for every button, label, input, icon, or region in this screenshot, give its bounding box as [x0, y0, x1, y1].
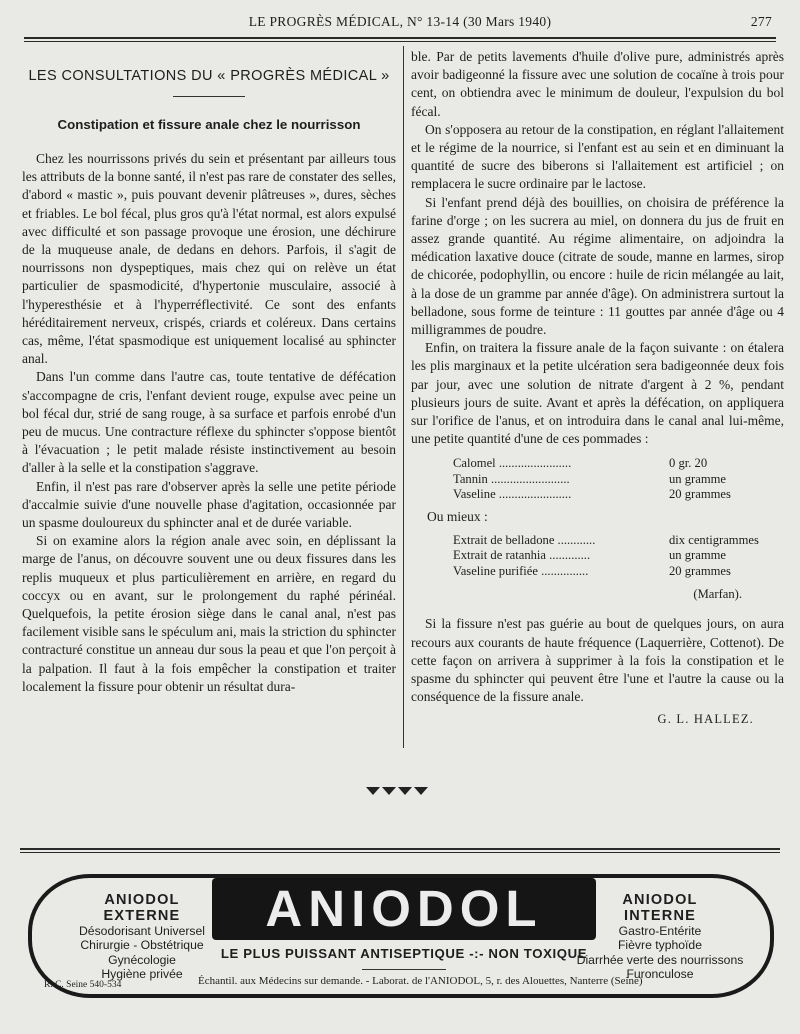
- paragraph: Chez les nourrissons privés du sein et présentant par ailleurs tous les attributs de la bonne santé, il n'est pas rare de constater des selles, d'abord « mastic », puis pouvant devenir plâtreuses », dures, sèches et friables. Le bol fécal, plus gros qu'à l'état normal, est alors expulsé avec difficulté et son passage provoque une érosion, une déchirure de la muqueuse anale, de dedans en dehors. Parfois, il s'agit de nourrissons non dyspeptiques, mais chez qui on relève un état particulier de spasmodicité, d'hypertonie musculaire, associé à l'hyperesthésie et à l'hyperréflectivité. Ce sont des enfants héréditairement nerveux, crispés, criards et coléreux. Dans certains cas, même, l'état spasmodique est uniquement localisé au sphincter anal.: [22, 151, 396, 367]
- article-title: Constipation et fissure anale chez le nourrisson: [57, 117, 361, 132]
- column-divider: [403, 46, 404, 748]
- recipe-table-1: [411, 456, 784, 503]
- recipe-dose: 0 gr. 20: [669, 456, 708, 471]
- header-rule-thin: [24, 41, 776, 42]
- recipe-row: [411, 472, 784, 488]
- advert-footer: Échantil. aux Médecins sur demande. - Laborat. de l'ANIODOL, 5, r. des Alouettes, Nanterre (Seine): [198, 975, 643, 987]
- advert-left-panel: [54, 892, 230, 981]
- recipe-attribution: (Marfan).: [693, 587, 742, 602]
- paragraph: Si l'enfant prend déjà des bouillies, on choisira de préférence la farine d'orge ; on les sucrera au miel, on donnera du jus de fruit en assez grande quantité. Au régime alimentaire, on adjoindra la médication laxative douce (citrate de soude, manne en larmes, sirop de chicorée, podophyllin, ou encore : huile de ricin mélangée au lait, à la dose de un gramme par année d'âge). On administrera surtout la belladone, sous forme de teinture : 11 gouttes par année d'âge ou 4 milligrammes de poudre.: [411, 194, 784, 338]
- advert-registration: R. C. Seine 540-534: [44, 980, 122, 990]
- recipe-dose: 20 grammes: [669, 563, 731, 578]
- recipe-ingredient: Extrait de ratanhia .............: [453, 548, 591, 563]
- aniodol-advertisement: [28, 874, 774, 998]
- recipe-row: [411, 548, 784, 564]
- author-signature: G. L. HALLEZ.: [657, 712, 754, 727]
- triangle-ornament-icon: [414, 787, 428, 795]
- paragraph: Enfin, il n'est pas rare d'observer après la selle une petite période d'accalmie suivie d'une nouvelle phase d'agitation, occasionnée par un spasme douloureux du sphincter anal et de durée variable.: [22, 478, 396, 531]
- advert-right-subheading: INTERNE: [623, 908, 697, 924]
- advert-right-heading: ANIODOL: [622, 892, 698, 908]
- triangle-ornament-icon: [366, 787, 380, 795]
- page-header: [24, 14, 776, 36]
- recipe-ingredient: Tannin .........................: [453, 471, 570, 486]
- recipe-row: [411, 564, 784, 580]
- advert-left-item: Hygiène privée: [101, 966, 183, 981]
- advert-right-panel: [572, 892, 748, 981]
- recipe-ingredient: Calomel .......................: [453, 456, 572, 471]
- section-title: LES CONSULTATIONS DU « PROGRÈS MÉDICAL »: [28, 68, 390, 84]
- ornament-divider: [366, 787, 428, 795]
- advert-left-heading: ANIODOL: [104, 892, 180, 908]
- recipe-ingredient: Vaseline purifiée ...............: [453, 563, 589, 578]
- advert-slogan: LE PLUS PUISSANT ANTISEPTIQUE -:- NON TOXIQUE: [220, 946, 588, 961]
- recipe-ingredient: Extrait de belladone ............: [453, 532, 596, 547]
- advert-left-subheading: EXTERNE: [103, 908, 181, 924]
- advert-left-item: Gynécologie: [108, 952, 176, 967]
- aniodol-logo: ANIODOL: [212, 878, 596, 940]
- advert-right-item: Fièvre typhoïde: [617, 938, 702, 953]
- paragraph: Si la fissure n'est pas guérie au bout de quelques jours, on aura recours aux courants de haute fréquence (Laquerrière, Cottenot). De cette façon on arrivera à supprimer à la fois la constipation et le spasme du sphincter qui peuvent être l'une et l'autre la cause ou la conséquence de la fissure anale.: [411, 616, 784, 705]
- recipe-row: [411, 456, 784, 472]
- advert-left-item: Désodorisant Universel: [79, 924, 205, 938]
- section-divider: [173, 96, 245, 97]
- paragraph: On s'opposera au retour de la constipation, en réglant l'allaitement et le régime de la nourrice, si l'enfant est au sein et en diminuant la quantité de sucre des biberons si l'allaitement est artificiel ; on remplacera le sucre ordinaire par le lactose.: [411, 121, 784, 192]
- recipe-dose: dix centigrammes: [669, 532, 759, 547]
- advert-right-item: Furonculose: [626, 966, 694, 981]
- recipe-dose: un gramme: [669, 548, 727, 563]
- page-number: 277: [750, 14, 772, 29]
- ou-mieux-label: Ou mieux :: [427, 508, 488, 524]
- paragraph: Enfin, on traitera la fissure anale de la façon suivante : on étalera les plis marginaux et la petite ulcération sera badigeonnée deux fois par jour, avec une solution de nitrate d'argent à 2 %, pendant plusieurs jours de suite. Avant et après la défécation, on appliquera sur l'orifice de l'anus, et on introduira dans le canal anal lui-même, une petite quantité d'une de ces pommades :: [411, 340, 784, 447]
- recipe-dose: un gramme: [669, 471, 727, 486]
- paragraph: Dans l'un comme dans l'autre cas, toute tentative de défécation s'accompagne de cris, l'enfant devient rouge, expulse avec peine un bol fécal dur, strié de sang rouge, à sa surface et parfois enrobé d'un peu de mucus. Une contracture réflexe du sphincter s'oppose bientôt à l'évacuation ; le petit malade résiste instinctivement au besoin d'aller à la selle et la constipation s'aggrave.: [22, 369, 396, 476]
- triangle-ornament-icon: [382, 787, 396, 795]
- advert-rule-thin: [20, 852, 780, 853]
- advert-left-item: Chirurgie - Obstétrique: [80, 938, 204, 953]
- right-column: [411, 48, 784, 727]
- recipe-table-2: [411, 533, 784, 580]
- recipe-row: [411, 533, 784, 549]
- advert-right-item: Diarrhée verte des nourrissons: [576, 952, 744, 967]
- paragraph: Si on examine alors la région anale avec soin, en déplissant la marge de l'anus, on découvre souvent une ou deux fissures dans les replis muqueux et plus particulièrement en arrière, en regard du coccyx ou en avant, sur le prolongement du raphé périnéal. Quelquefois, la petite érosion siège dans le canal anal, n'est pas facilement visible sans le spéculum ani, mais la striction du sphincter contracturé constitue un anneau dur sous la peau et que l'on perçoit à la palpation. Il faut à la fois empêcher la constipation et traiter localement la fissure pour obtenir un résultat dura-: [22, 533, 396, 694]
- triangle-ornament-icon: [398, 787, 412, 795]
- recipe-dose: 20 grammes: [669, 487, 731, 502]
- journal-header-title: LE PROGRÈS MÉDICAL, N° 13-14 (30 Mars 1940): [248, 14, 552, 29]
- header-rule-thick: [24, 37, 776, 39]
- recipe-row: [411, 487, 784, 503]
- paragraph: ble. Par de petits lavements d'huile d'olive pure, administrés après avoir badigeonné la fissure avec une solution de cocaïne à trois pour cent, on obtiendra avec le minimum de douleur, l'expulsion du bol fécal.: [411, 49, 784, 119]
- left-column: [22, 48, 396, 696]
- advert-right-item: Gastro-Entérite: [618, 924, 702, 938]
- recipe-ingredient: Vaseline .......................: [453, 487, 572, 502]
- advert-separator: [362, 969, 446, 970]
- advert-rule-thick: [20, 848, 780, 850]
